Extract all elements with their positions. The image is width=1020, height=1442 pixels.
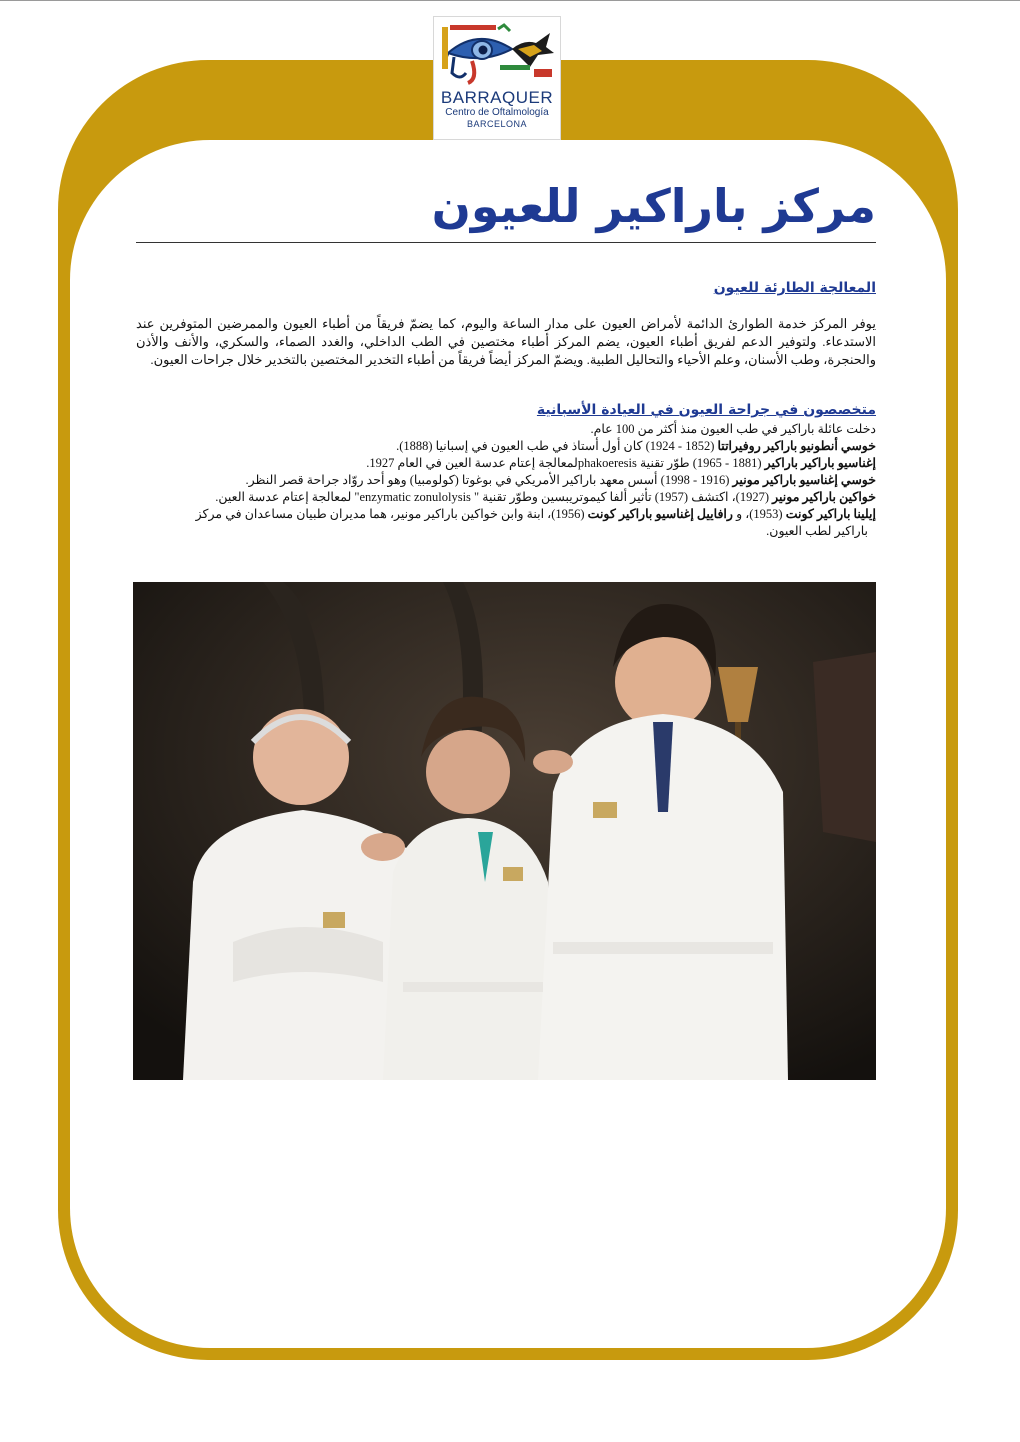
logo-name: BARRAQUER — [440, 88, 554, 107]
doctors-photo — [133, 582, 876, 1080]
list-item — [136, 455, 876, 472]
page-title: مركز باراكير للعيون — [431, 179, 876, 233]
person-name: إيلينا باراكير كونت — [785, 507, 876, 521]
specialists-intro: دخلت عائلة باراكير في طب العيون منذ أكثر من 100 عام. — [590, 422, 876, 436]
person-name: خوسي إغناسيو باراكير مونير — [732, 473, 876, 487]
emergency-section-heading: المعالجة الطارئة للعيون — [713, 280, 876, 296]
person-name: خوسي أنطونيو باراكير روفيراتتا — [717, 439, 876, 453]
specialists-section-heading: متخصصون في جراحة العيون في العيادة الأسبانية — [536, 402, 876, 418]
list-item — [136, 489, 876, 506]
emergency-section-paragraph: يوفر المركز خدمة الطوارئ الدائمة لأمراض العيون على مدار الساعة واليوم، كما يضمّ فريقاً من أطباء العيون والممرضين المتوفرين عند الاستدعاء. ولتوفير الدعم لفريق أطباء العيون، يضم المركز أطباء مختصين في الطب الداخلي، والغدد الصماء، والسكري، والأنف والأذن والحنجرة، وطب الأسنان، وعلم الأحياء والتحاليل الطبية. ويضمّ المركز أيضاً فريقاً من أطباء التخدير المختصين بالتخدير خلال جراحات العيون. — [136, 316, 876, 367]
list-item — [136, 506, 876, 523]
logo-subtitle: Centro de Oftalmología — [445, 107, 549, 118]
person-text: (1953)، و — [732, 507, 786, 521]
person-name: رافاييل إغناسيو باراكير كونت — [587, 507, 733, 521]
person-text: (1956)، ابنة وابن خواكين باراكير مونير، هما مديران طبيان مساعدان في مركز — [195, 507, 588, 521]
logo-city: BARCELONA — [466, 119, 528, 129]
top-rule — [0, 0, 1020, 1]
specialists-list — [136, 421, 876, 540]
person-name: خواكين باراكير مونير — [772, 490, 876, 504]
barraquer-logo — [433, 16, 561, 140]
person-text: (1916 - 1998) أسس معهد باراكير الأمريكي في بوغوتا (كولومبيا) وهو أحد روّاد جراحة قصر النظر. — [245, 473, 733, 487]
list-item — [136, 438, 876, 455]
list-item-continuation: باراكير لطب العيون. — [766, 524, 868, 538]
eye-of-horus-icon — [438, 19, 556, 89]
person-name: إغناسيو باراكير باراكير — [764, 456, 876, 470]
doctors-photo-image — [133, 582, 876, 1080]
list-item — [136, 472, 876, 489]
main-content — [136, 170, 876, 540]
person-text: (1852 - 1924) كان أول أستاذ في طب العيون في إسبانيا (1888). — [396, 439, 718, 453]
person-text: (1927)، اكتشف (1957) تأثير ألفا كيموتريبسين وطوّر تقنية " enzymatic zonulolysis" لمعالجة إعتام عدسة العين. — [215, 490, 773, 504]
title-divider — [136, 242, 876, 243]
person-text: (1881 - 1965) طوّر تقنية phakoeresisلمعالجة إعتام عدسة العين في العام 1927. — [366, 456, 765, 470]
